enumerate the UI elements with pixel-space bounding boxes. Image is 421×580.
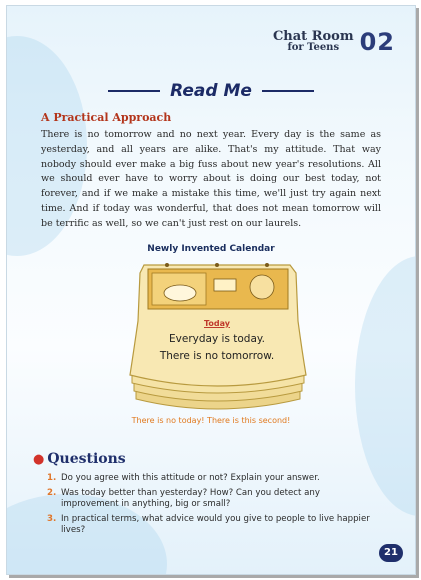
question-text: Do you agree with this attitude or not? Explain your answer. [61, 473, 320, 483]
body-paragraph: There is no tomorrow and no next year. Every day is the same as yesterday, and all years are alike. That's my attitude. That way nobody should ever make a big fuss about new year's resolutions. All we should ever have to worry about is doing our best today, not forever, and if we make a mistake this time, we'll just try again next time. And if today was wonderful, that does not mean tomorrow will be terrific as well, so we can't just rest on our laurels. [41, 129, 381, 229]
series-title [273, 31, 354, 53]
question-text: In practical terms, what advice would you give to people to live happier lives? [61, 513, 370, 536]
calendar-text-line1: Everyday is today. [169, 333, 265, 345]
calendar-today-label: Today [204, 319, 230, 328]
section-heading: A Practical Approach [41, 111, 172, 124]
book-page [6, 5, 416, 575]
calendar-ring [265, 263, 269, 267]
series-title-line2: for Teens [287, 42, 340, 53]
question-number: 1. [47, 473, 57, 483]
series-title-line1: Chat Room [272, 29, 354, 44]
bullet-icon: ● [33, 451, 45, 467]
cup-icon [164, 285, 196, 301]
question-item [47, 473, 377, 485]
question-number: 2. [47, 487, 57, 498]
questions-list [47, 473, 377, 540]
question-number: 3. [47, 513, 57, 524]
question-item [47, 514, 377, 537]
page-title: Read Me [170, 81, 252, 101]
questions-heading-text: Questions [47, 451, 126, 467]
title-rule-right [262, 90, 314, 92]
calendar-ring [215, 263, 219, 267]
title-rule-left [108, 90, 160, 92]
questions-heading [33, 451, 126, 467]
page-title-row [7, 81, 415, 101]
calendar-ring [165, 263, 169, 267]
question-item [47, 488, 377, 511]
chapter-number: 02 [359, 28, 395, 56]
calendar-note: There is no today! There is this second! [131, 416, 291, 425]
clock-icon [214, 279, 236, 291]
calendar-caption: Newly Invented Calendar [147, 244, 275, 254]
person-icon [250, 275, 274, 299]
page-number: 21 [379, 544, 403, 562]
chapter-badge [273, 28, 395, 56]
question-text: Was today better than yesterday? How? Can you detect any improvement in anything, big or small? [61, 487, 320, 510]
calendar-illustration [122, 261, 312, 411]
calendar-text-line2: There is no tomorrow. [159, 350, 275, 362]
